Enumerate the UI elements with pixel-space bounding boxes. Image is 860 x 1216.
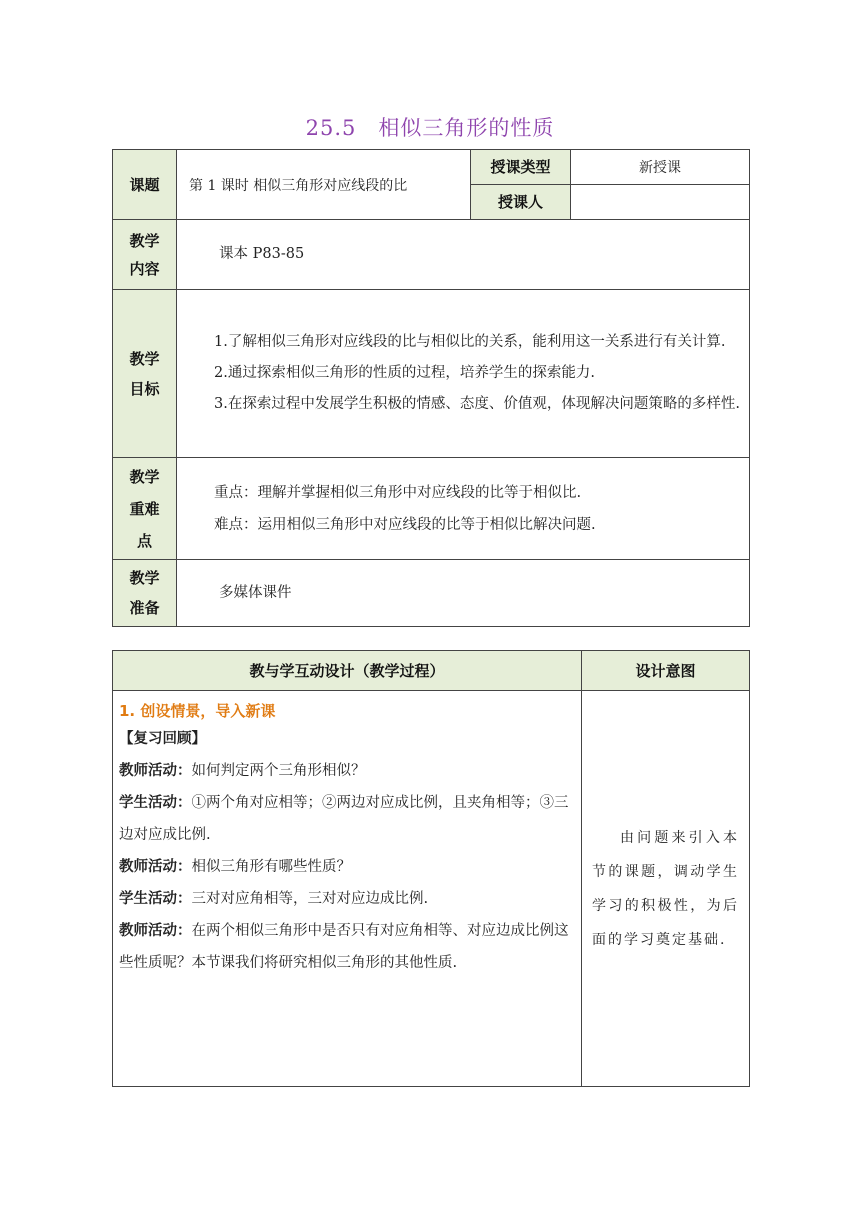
prep-label: 教学 准备 bbox=[113, 560, 177, 627]
goals-cell bbox=[177, 290, 750, 458]
sub-heading: 【复习回顾】 bbox=[119, 731, 206, 747]
goal-item: 1.了解相似三角形对应线段的比与相似比的关系，能利用这一关系进行有关计算. bbox=[214, 334, 726, 350]
teacher-label: 授课人 bbox=[471, 185, 571, 220]
dialog-line: 教师活动：如何判定两个三角形相似？ bbox=[119, 763, 366, 779]
teacher-value bbox=[571, 185, 750, 220]
topic-value: 第 1 课时 相似三角形对应线段的比 bbox=[177, 150, 471, 220]
topic-label: 课题 bbox=[113, 150, 177, 220]
goal-item: 2.通过探索相似三角形的性质的过程，培养学生的探索能力. bbox=[214, 365, 595, 381]
content-value: 课本 P83-85 bbox=[177, 220, 750, 290]
lesson-info-table bbox=[112, 149, 750, 627]
teaching-process-table bbox=[112, 650, 750, 1087]
intent-column-header: 设计意图 bbox=[582, 651, 750, 691]
goals-label: 教学 目标 bbox=[113, 290, 177, 458]
dialog-line: 教师活动：相似三角形有哪些性质？ bbox=[119, 859, 351, 875]
dialog-line: 教师活动：在两个相似三角形中是否只有对应角相等、对应边成比例这些性质呢？本节课我们将研究相似三角形的其他性质. bbox=[119, 923, 569, 971]
dialog-line: 学生活动：三对对应角相等，三对对应边成比例. bbox=[119, 891, 429, 907]
key-points-cell bbox=[177, 458, 750, 560]
lesson-type-label: 授课类型 bbox=[471, 150, 571, 185]
intent-text: 由问题来引入本节的课题，调动学生学习的积极性，为后面的学习奠定基础. bbox=[592, 829, 739, 948]
key-points-label: 教学 重难 点 bbox=[113, 458, 177, 560]
key-point: 重点：理解并掌握相似三角形中对应线段的比等于相似比. bbox=[214, 484, 582, 501]
content-label: 教学 内容 bbox=[113, 220, 177, 290]
process-cell bbox=[113, 691, 582, 1087]
page-title: 25.5 相似三角形的性质 bbox=[305, 116, 555, 140]
dialog-line: 学生活动：①两个角对应相等；②两边对应成比例，且夹角相等；③三边对应成比例. bbox=[119, 795, 569, 843]
process-column-header: 教与学互动设计（教学过程） bbox=[113, 651, 582, 691]
difficult-point: 难点：运用相似三角形中对应线段的比等于相似比解决问题. bbox=[214, 516, 596, 533]
intent-cell bbox=[582, 691, 750, 1087]
prep-value: 多媒体课件 bbox=[177, 560, 750, 627]
section-heading: 1. 创设情景，导入新课 bbox=[119, 702, 276, 720]
goal-item: 3.在探索过程中发展学生积极的情感、态度、价值观，体现解决问题策略的多样性. bbox=[214, 396, 740, 412]
lesson-type-value: 新授课 bbox=[571, 150, 750, 185]
